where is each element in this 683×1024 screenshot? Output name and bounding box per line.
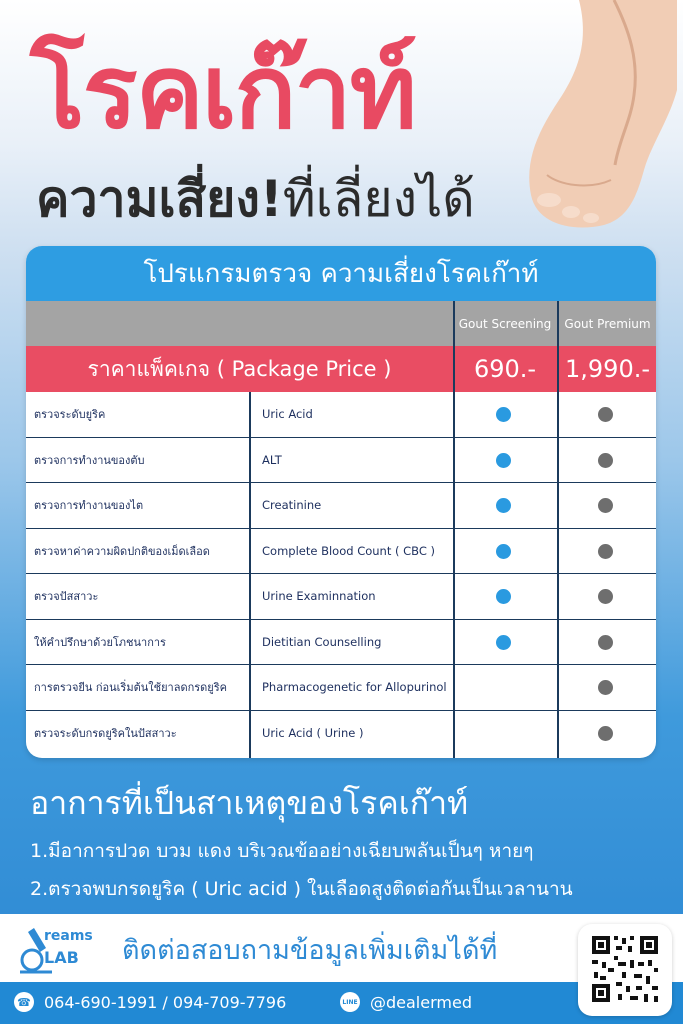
- phone-contact[interactable]: [14, 992, 286, 1012]
- subtitle-bold: ความเสี่ยง!: [36, 170, 283, 228]
- premium-included-dot: [598, 498, 613, 513]
- line-icon: LINE: [340, 992, 360, 1012]
- row-test-english: Uric Acid: [262, 407, 313, 422]
- row-test-thai: ตรวจระดับยูริค: [34, 408, 106, 422]
- table-row: [26, 574, 656, 620]
- screening-included-dot: [496, 407, 511, 422]
- row-test-english: Dietitian Counselling: [262, 634, 382, 649]
- screening-included-dot: [496, 589, 511, 604]
- price-label: ราคาแพ็คเกจ ( Package Price ): [87, 356, 392, 381]
- table-row: [26, 529, 656, 575]
- row-test-english: Creatinine: [262, 498, 322, 513]
- line-id: @dealermed: [370, 992, 472, 1012]
- premium-included-dot: [598, 589, 613, 604]
- screening-included-dot: [496, 544, 511, 559]
- price-premium: 1,990.-: [565, 355, 650, 383]
- contact-title: ติดต่อสอบถามข้อมูลเพิ่มเติมได้ที่: [122, 935, 498, 966]
- row-test-english: Pharmacogenetic for Allopurinol: [262, 680, 447, 695]
- row-test-english: Complete Blood Count ( CBC ): [262, 543, 436, 558]
- premium-included-dot: [598, 726, 613, 741]
- row-test-thai: ตรวจหาค่าความผิดปกติของเม็ดเลือด: [34, 544, 210, 558]
- row-test-thai: ตรวจการทำงานของตับ: [34, 453, 145, 467]
- premium-included-dot: [598, 635, 613, 650]
- qr-code-icon: [578, 924, 672, 1016]
- subtitle-light: ที่เลี่ยงได้: [282, 170, 475, 228]
- logo-text: reams: [44, 928, 93, 944]
- qr-code[interactable]: [578, 924, 672, 1016]
- symptom-item: 1.มีอาการปวด บวม แดง บริเวณข้ออย่างเฉียบพลันเป็นๆ หายๆ: [30, 840, 534, 862]
- row-test-thai: ตรวจปัสสาวะ: [34, 590, 99, 604]
- premium-included-dot: [598, 453, 613, 468]
- row-test-thai: การตรวจยีน ก่อนเริ่มต้นใช้ยาลดกรดยูริค: [34, 681, 228, 695]
- phone-icon: ☎: [14, 992, 34, 1012]
- table-row: [26, 665, 656, 711]
- symptoms-title: อาการที่เป็นสาเหตุของโรคเก๊าท์: [30, 784, 469, 822]
- premium-included-dot: [598, 407, 613, 422]
- column-gout-screening: Gout Screening: [458, 316, 552, 331]
- symptom-item: 2.ตรวจพบกรดยูริค ( Uric acid ) ในเลือดสูงติดต่อกันเป็นเวลานาน: [30, 878, 573, 900]
- table-row: [26, 711, 656, 756]
- page-subtitle: [36, 160, 475, 239]
- program-table: [26, 246, 656, 758]
- row-test-thai: ตรวจระดับกรดยูริคในปัสสาวะ: [34, 726, 177, 740]
- table-row: [26, 620, 656, 666]
- price-screening: 690.-: [473, 355, 537, 383]
- column-gout-premium: Gout Premium: [564, 316, 651, 331]
- feet-image: [519, 0, 679, 235]
- logo-text: LAB: [44, 948, 79, 967]
- row-test-thai: ให้คำปรึกษาด้วยโภชนาการ: [34, 635, 166, 649]
- table-body: [26, 392, 656, 755]
- column-header-row: [26, 301, 656, 346]
- row-test-thai: ตรวจการทำงานของไต: [34, 499, 144, 513]
- line-contact[interactable]: [340, 992, 472, 1012]
- row-test-english: Urine Examinnation: [262, 589, 376, 604]
- page-title: โรคเก๊าท์: [30, 33, 415, 152]
- phone-number: 064-690-1991 / 094-709-7796: [44, 992, 287, 1012]
- screening-included-dot: [496, 635, 511, 650]
- table-row: [26, 483, 656, 529]
- row-test-english: Uric Acid ( Urine ): [262, 725, 364, 740]
- row-test-english: ALT: [262, 452, 282, 467]
- price-row: [26, 346, 656, 392]
- premium-included-dot: [598, 680, 613, 695]
- table-row: [26, 438, 656, 484]
- premium-included-dot: [598, 544, 613, 559]
- screening-included-dot: [496, 453, 511, 468]
- screening-included-dot: [496, 498, 511, 513]
- table-row: [26, 392, 656, 438]
- table-header: โปรแกรมตรวจ ความเสี่ยงโรคเก๊าท์: [26, 246, 656, 303]
